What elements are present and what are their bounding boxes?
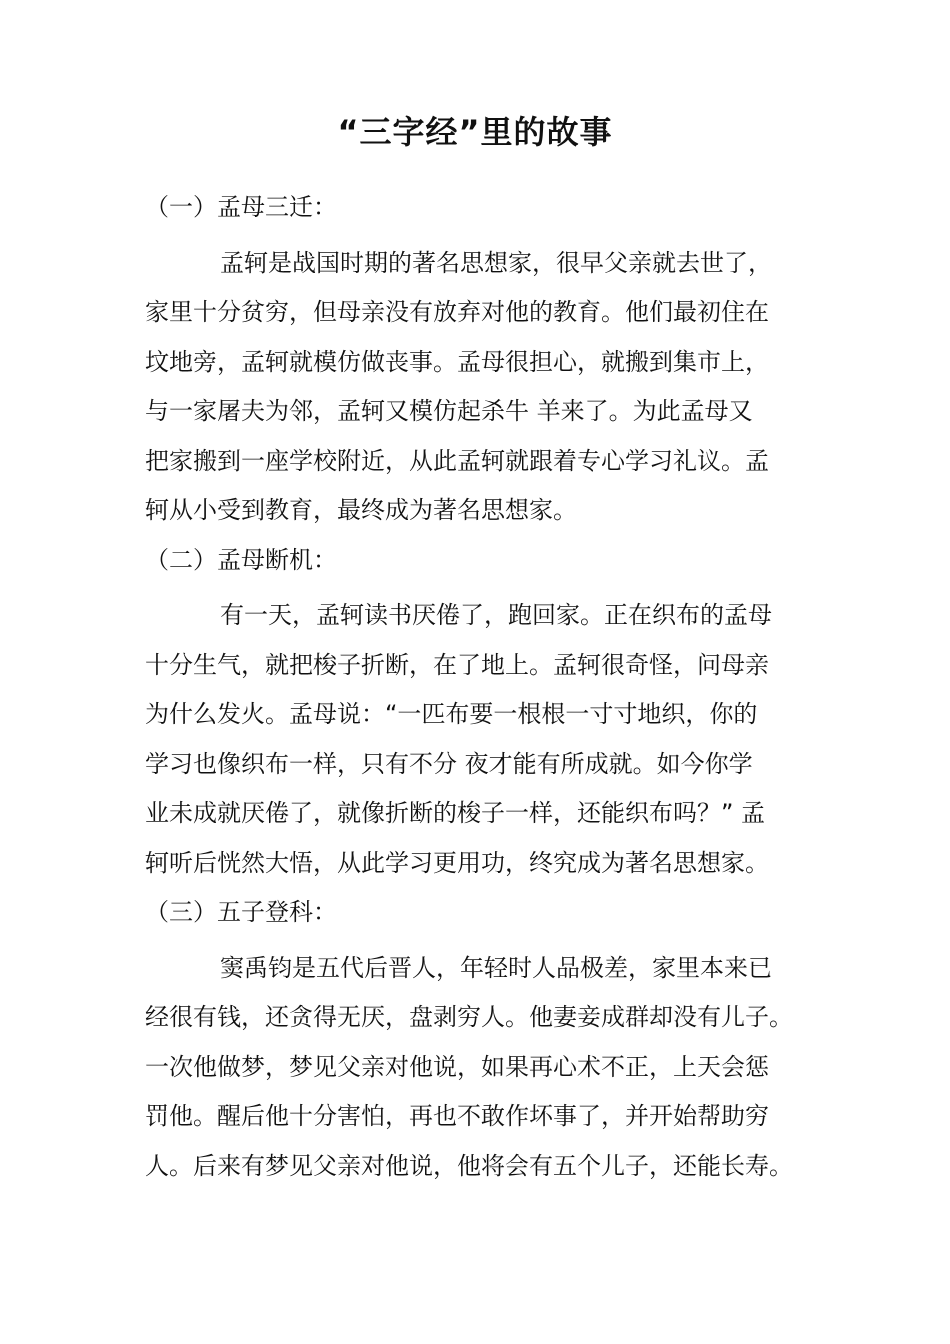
section-paragraph-3	[145, 944, 825, 1192]
paragraph-line: 人。后来有梦见父亲对他说，他将会有五个儿子，还能长寿。	[145, 1151, 793, 1180]
paragraph-line: 坟地旁，孟轲就模仿做丧事。孟母很担心，就搬到集市上，	[145, 347, 769, 376]
section-paragraph-1	[145, 239, 825, 536]
paragraph-line: 为什么发火。孟母说：“一匹布要一根根一寸寸地织，你的	[145, 700, 758, 728]
document-body	[145, 183, 825, 1191]
section-heading-1: （一）孟母三迁：	[145, 193, 337, 221]
section-paragraph-2	[145, 591, 825, 888]
paragraph-line: 有一天，孟轲读书厌倦了，跑回家。正在织布的孟母	[220, 601, 772, 629]
paragraph-line: 家里十分贫穷，但母亲没有放弃对他的教育。他们最初住在	[145, 298, 769, 326]
paragraph-line: 把家搬到一座学校附近，从此孟轲就跟着专心学习礼议。孟	[145, 446, 769, 475]
paragraph-line: 轲从小受到教育，最终成为著名思想家。	[145, 496, 577, 524]
section-heading-3: （三）五子登科：	[145, 898, 337, 926]
section-heading-2: （二）孟母断机：	[145, 545, 337, 574]
paragraph-line: 学习也像织布一样，只有不分 夜才能有所成就。如今你学	[145, 749, 753, 778]
paragraph-line: 与一家屠夫为邻，孟轲又模仿起杀牛 羊来了。为此孟母又	[145, 397, 753, 425]
paragraph-line: 罚他。醒后他十分害怕，再也不敢作坏事了，并开始帮助穷	[145, 1102, 769, 1130]
paragraph-line: 孟轲是战国时期的著名思想家，很早父亲就去世了，	[220, 248, 772, 277]
paragraph-line: 经很有钱，还贪得无厌，盘剥穷人。他妻妾成群却没有儿子。	[145, 1003, 793, 1031]
paragraph-line: 十分生气，就把梭子折断，在了地上。孟轲很奇怪，问母亲	[145, 650, 769, 679]
paragraph-line: 轲听后恍然大悟，从此学习更用功，终究成为著名思想家。	[145, 848, 769, 877]
paragraph-line: 一次他做梦，梦见父亲对他说，如果再心术不正，上天会惩	[145, 1052, 769, 1081]
paragraph-line: 窦禹钧是五代后晋人，年轻时人品极差，家里本来已	[220, 953, 772, 982]
document-title: “三字经”里的故事	[337, 113, 613, 151]
paragraph-line: 业未成就厌倦了，就像折断的梭子一样，还能织布吗？” 孟	[145, 799, 766, 827]
